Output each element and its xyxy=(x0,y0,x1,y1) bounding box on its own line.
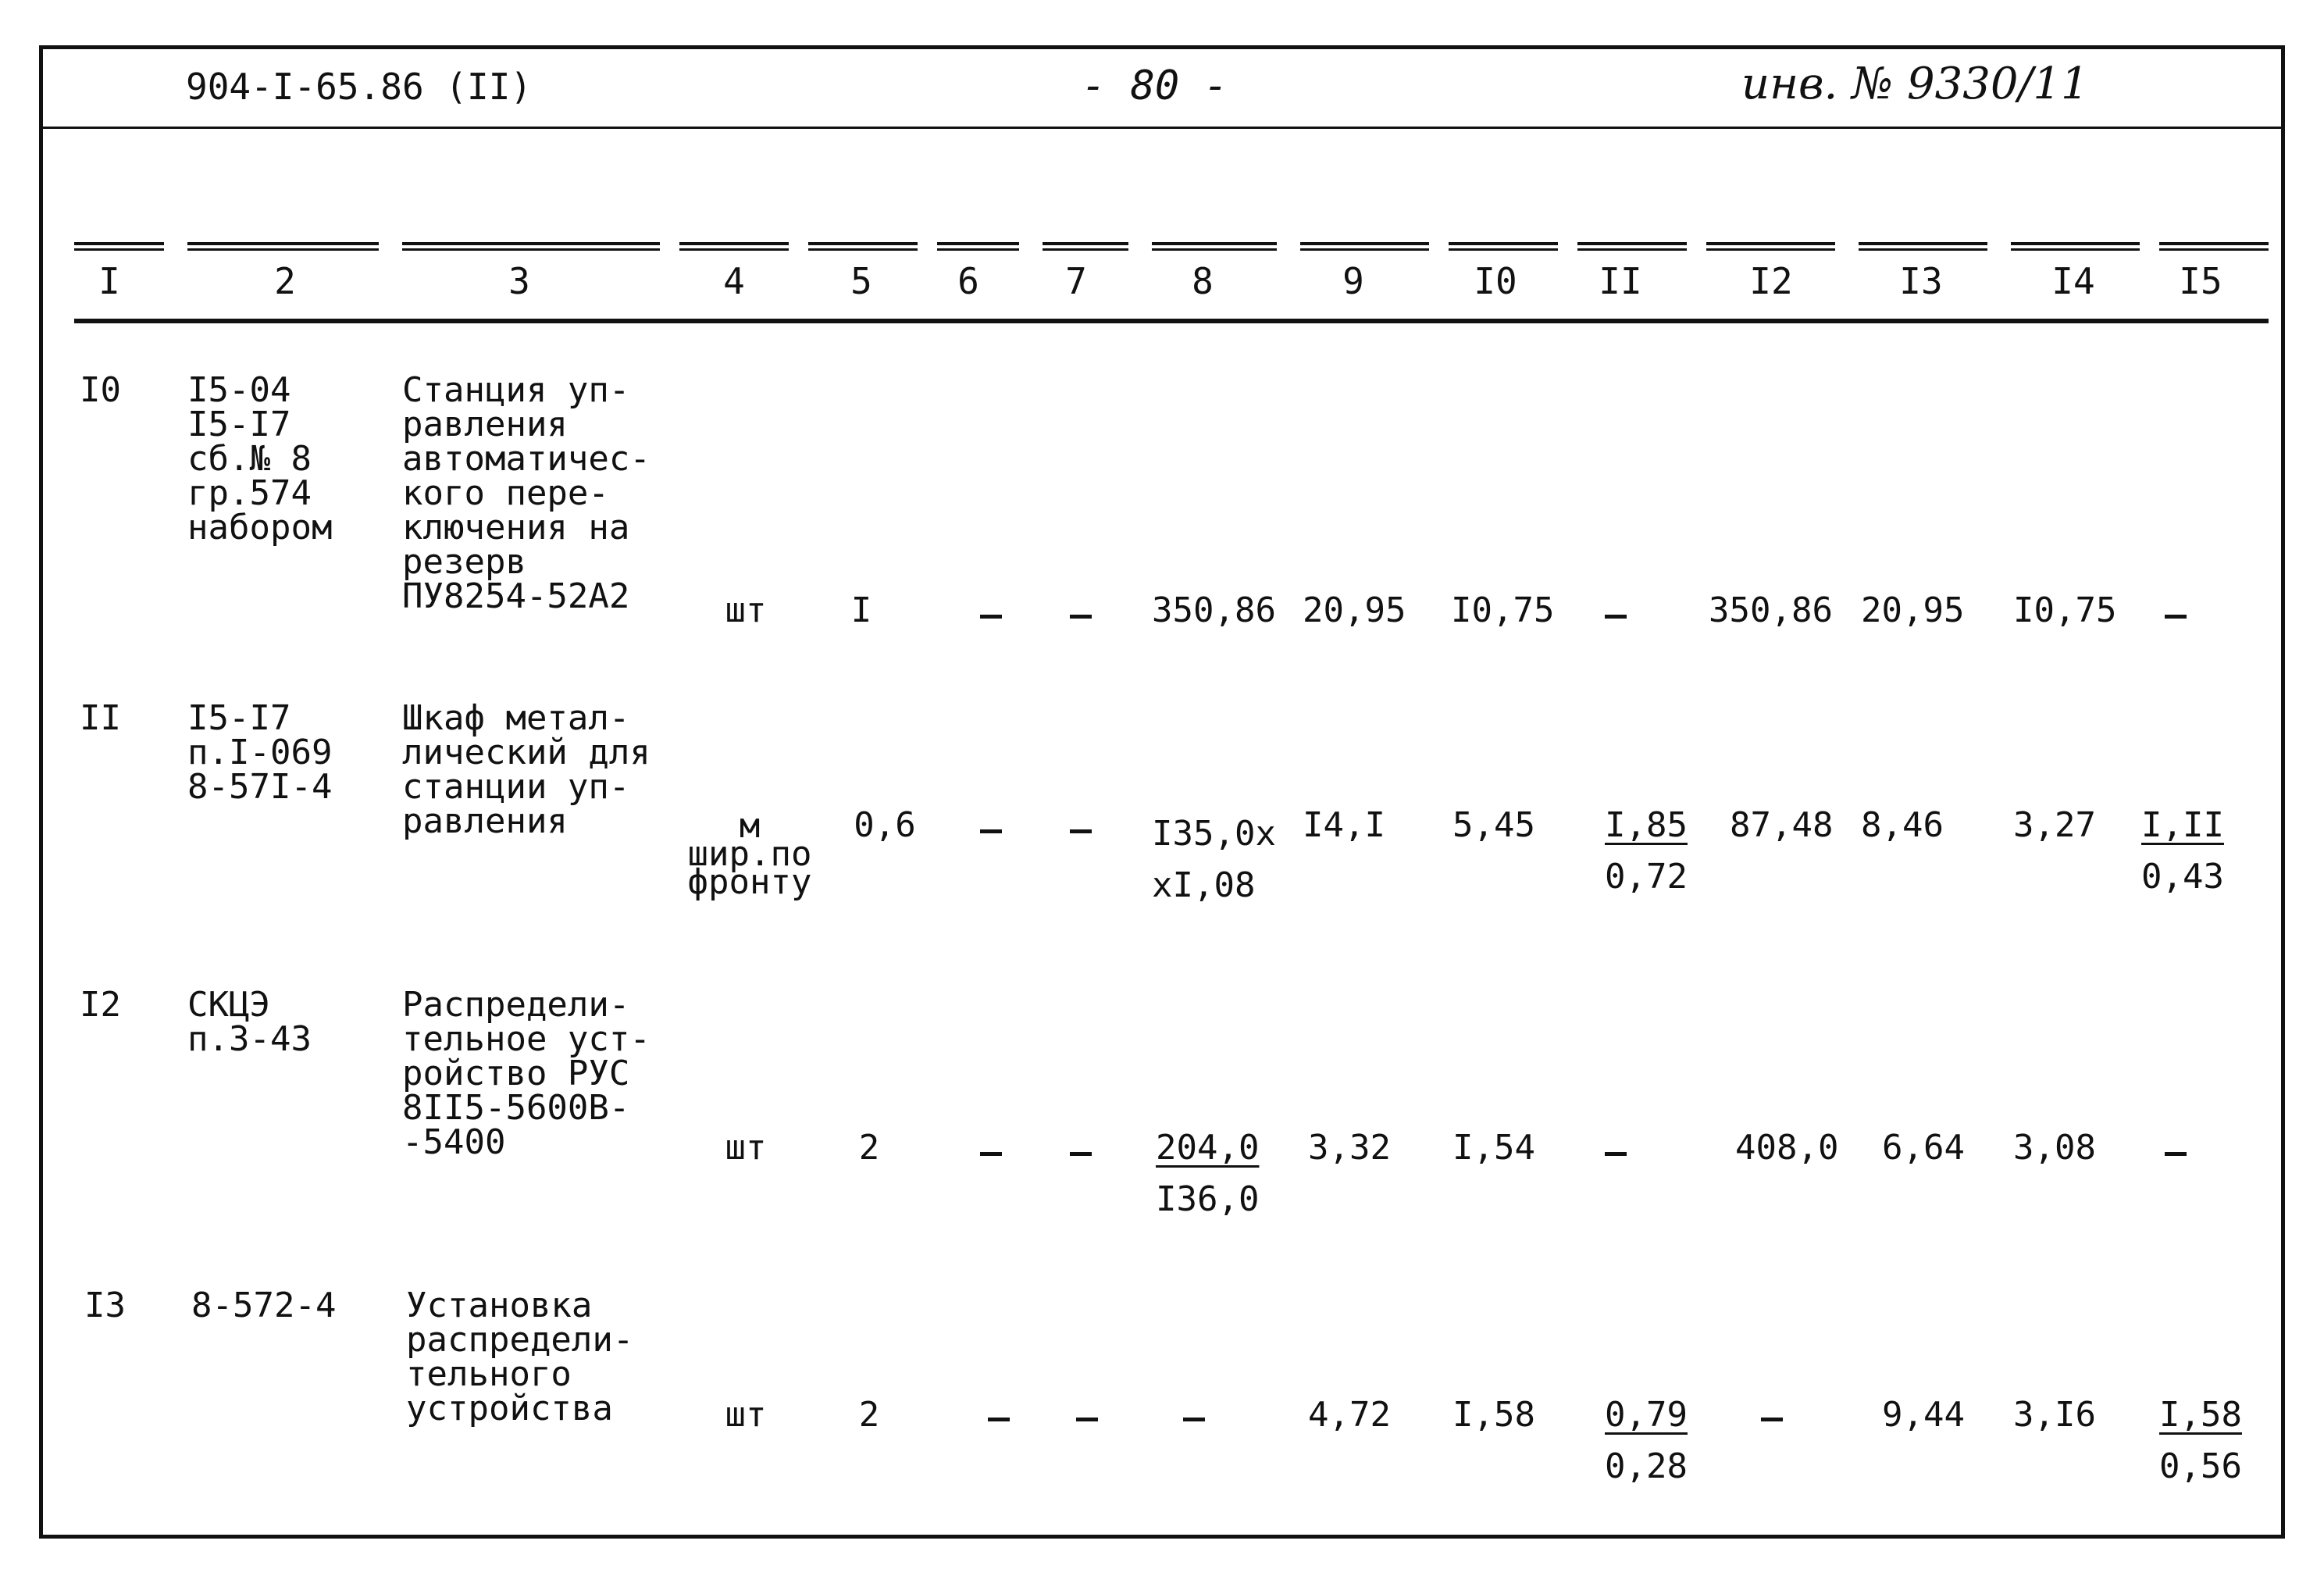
cell-col8-denominator: I36,0 xyxy=(1156,1179,1260,1219)
cell-col9: 4,72 xyxy=(1308,1395,1391,1435)
cell-col11-denominator: 0,28 xyxy=(1605,1446,1688,1486)
row-number: I0 xyxy=(80,370,121,410)
dash-mark xyxy=(1183,1418,1205,1421)
cell-col9: 20,95 xyxy=(1303,590,1406,630)
header-rule xyxy=(1859,248,1987,251)
row-name: Установка распредели- тельного устройства xyxy=(406,1286,634,1428)
cell-col15-numerator: I,58 xyxy=(2159,1395,2242,1435)
header-rule xyxy=(1300,242,1429,245)
row-reference: I5-04 I5-I7 сб.№ 8 гр.574 набором xyxy=(187,370,333,547)
cell-col10: 5,45 xyxy=(1452,805,1535,845)
column-number: 9 xyxy=(1342,260,1364,302)
header-rule xyxy=(402,242,660,245)
column-number: I5 xyxy=(2179,260,2222,302)
cell-col12: 350,86 xyxy=(1709,590,1833,630)
header-rule xyxy=(808,242,918,245)
cell-col15-denominator: 0,43 xyxy=(2141,857,2224,897)
row-unit: м шир.по фронту xyxy=(687,806,812,902)
header-rule xyxy=(187,242,379,245)
column-number: I xyxy=(98,260,120,302)
header-rule xyxy=(2159,248,2269,251)
cell-col11-numerator: 0,79 xyxy=(1605,1395,1688,1435)
cell-col8-numerator: 204,0 xyxy=(1156,1128,1260,1168)
header-rule xyxy=(74,248,164,251)
column-number: I0 xyxy=(1474,260,1517,302)
cell-col9: I4,I xyxy=(1303,805,1385,845)
header-rule xyxy=(1043,242,1128,245)
header-rule xyxy=(1152,248,1277,251)
cell-col15-denominator: 0,56 xyxy=(2159,1446,2242,1486)
column-number: II xyxy=(1599,260,1642,302)
column-number: 7 xyxy=(1065,260,1087,302)
row-reference: I5-I7 п.I-069 8-57I-4 xyxy=(187,698,333,807)
column-number: I4 xyxy=(2051,260,2095,302)
header-rule xyxy=(2011,248,2140,251)
header-rule xyxy=(1859,242,1987,245)
cell-col9: 3,32 xyxy=(1308,1128,1391,1168)
header-rule xyxy=(74,242,164,245)
column-number: 2 xyxy=(274,260,296,302)
column-number: I2 xyxy=(1749,260,1793,302)
header-rule xyxy=(1577,248,1687,251)
cell-col14: I0,75 xyxy=(2013,590,2117,630)
cell-col8: 350,86 xyxy=(1152,590,1276,630)
dash-mark xyxy=(980,1152,1002,1156)
row-name: Шкаф метал- лический для станции уп- равления xyxy=(402,698,651,841)
column-number: 8 xyxy=(1192,260,1214,302)
row-quantity: 2 xyxy=(858,1395,880,1435)
cell-col13: 20,95 xyxy=(1861,590,1965,630)
cell-col15-numerator: I,II xyxy=(2141,805,2224,845)
dash-mark xyxy=(988,1418,1010,1421)
row-quantity: 2 xyxy=(858,1128,880,1168)
header-rule xyxy=(937,242,1019,245)
row-reference: СКЦЭ п.3-43 xyxy=(187,985,312,1059)
header-rule xyxy=(679,248,789,251)
cell-col10: I,54 xyxy=(1452,1128,1535,1168)
column-number: 4 xyxy=(723,260,745,302)
dash-mark xyxy=(1070,615,1092,619)
cell-col12: 408,0 xyxy=(1735,1128,1839,1168)
header-rule xyxy=(402,248,660,251)
cell-col14: 3,27 xyxy=(2013,805,2096,845)
document-code: 904-I-65.86 (II) xyxy=(186,66,533,108)
dash-mark xyxy=(1076,1418,1098,1421)
cell-col12: 87,48 xyxy=(1730,805,1834,845)
header-rule xyxy=(1706,242,1835,245)
header-rule xyxy=(1449,242,1558,245)
dash-mark xyxy=(1605,615,1627,619)
header-rule xyxy=(2011,242,2140,245)
cell-col13: 8,46 xyxy=(1861,805,1944,845)
dash-mark xyxy=(1761,1418,1783,1421)
row-number: I2 xyxy=(80,985,121,1025)
header-rule xyxy=(1300,248,1429,251)
page-frame xyxy=(39,45,2285,1539)
column-number: 5 xyxy=(850,260,872,302)
cell-col13: 6,64 xyxy=(1882,1128,1965,1168)
row-unit: шт xyxy=(725,1128,767,1168)
row-number: I3 xyxy=(84,1286,126,1325)
header-rule xyxy=(679,242,789,245)
dash-mark xyxy=(1605,1152,1627,1156)
header-rule xyxy=(1152,242,1277,245)
cell-col11-denominator: 0,72 xyxy=(1605,857,1688,897)
cell-col8: I35,0x xI,08 xyxy=(1152,814,1276,905)
header-rule xyxy=(937,248,1019,251)
column-number: I3 xyxy=(1899,260,1943,302)
page-number: - 80 - xyxy=(1082,62,1228,109)
dash-mark xyxy=(1070,1152,1092,1156)
inventory-number: инв. № 9330/11 xyxy=(1741,59,2089,109)
column-number: 6 xyxy=(957,260,979,302)
dash-mark xyxy=(2165,615,2187,619)
cell-col13: 9,44 xyxy=(1882,1395,1965,1435)
dash-mark xyxy=(2165,1152,2187,1156)
column-number: 3 xyxy=(508,260,530,302)
row-quantity: 0,6 xyxy=(854,805,916,845)
row-name: Распредели- тельное уст- ройство РУС 8II5-5600В- -5400 xyxy=(402,985,651,1162)
column-header-bottom-rule xyxy=(74,319,2269,323)
header-rule xyxy=(808,248,918,251)
dash-mark xyxy=(980,829,1002,833)
cell-col11-numerator: I,85 xyxy=(1605,805,1688,845)
cell-col10: I0,75 xyxy=(1451,590,1555,630)
header-rule xyxy=(1043,248,1128,251)
row-reference: 8-572-4 xyxy=(191,1286,337,1325)
cell-col10: I,58 xyxy=(1452,1395,1535,1435)
cell-col14: 3,I6 xyxy=(2013,1395,2096,1435)
dash-mark xyxy=(1070,829,1092,833)
row-unit: шт xyxy=(725,590,767,630)
row-name: Станция уп- равления автоматичес- кого пере- ключения на резерв ПУ8254-52А2 xyxy=(402,370,651,616)
row-unit: шт xyxy=(725,1395,767,1435)
header-rule xyxy=(1577,242,1687,245)
row-quantity: I xyxy=(850,590,872,630)
header-rule xyxy=(1449,248,1558,251)
header-divider xyxy=(39,127,2285,129)
header-rule xyxy=(187,248,379,251)
dash-mark xyxy=(980,615,1002,619)
header-rule xyxy=(1706,248,1835,251)
cell-col14: 3,08 xyxy=(2013,1128,2096,1168)
row-number: II xyxy=(80,698,121,738)
header-rule xyxy=(2159,242,2269,245)
